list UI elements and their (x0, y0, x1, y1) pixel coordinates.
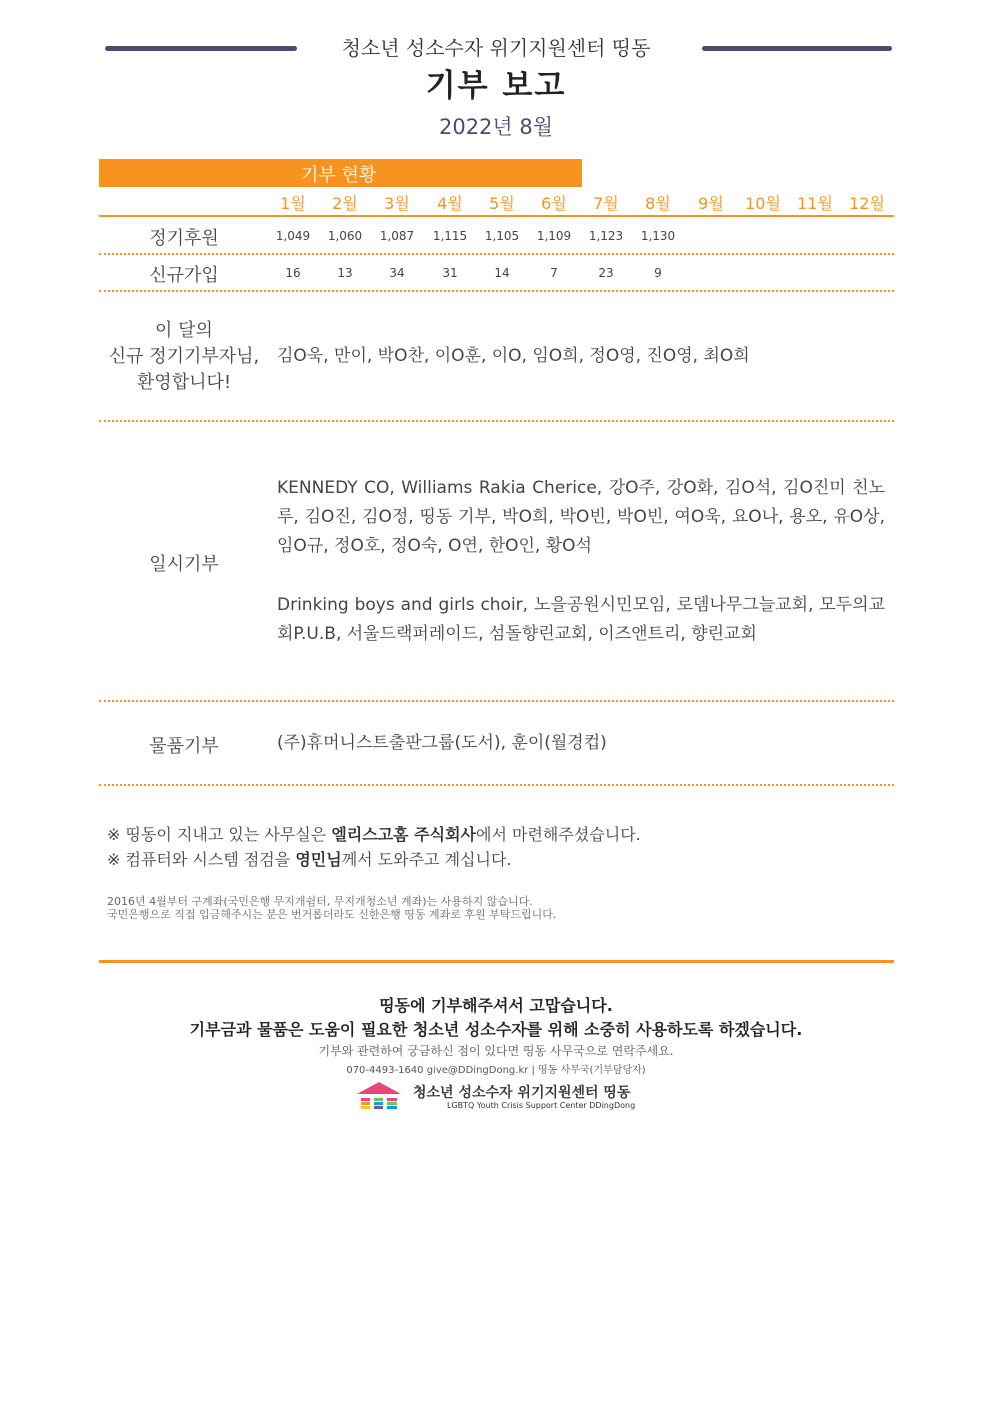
month-label: 9월 (698, 194, 724, 213)
regular-value: 1,087 (379, 229, 415, 243)
new-value: 13 (337, 266, 353, 280)
new-donor-names: 김O욱, 만이, 박O찬, 이O훈, 이O, 임O희, 정O영, 진O영, 최O희 (277, 346, 750, 366)
system-helper: 영민님 (295, 850, 342, 869)
regular-label: 정기후원 (149, 228, 219, 249)
month-underline (99, 215, 894, 217)
month-label: 6월 (541, 194, 567, 213)
thanks-pledge: 기부금과 물품은 도움이 필요한 청소년 성소수자를 위해 소중히 사용하도록 하겠습니다. (189, 1020, 803, 1039)
divider (99, 290, 894, 292)
goods-value: (주)휴머니스트출판그룹(도서), 훈이(월경컵) (277, 733, 607, 753)
month-label: 4월 (437, 194, 463, 213)
month-label: 12월 (849, 194, 885, 213)
logo-subtitle: LGBTQ Youth Crisis Support Center DDingDong (447, 1101, 636, 1110)
regular-value: 1,049 (275, 229, 311, 243)
new-value: 14 (494, 266, 510, 280)
account-notice-line: 국민은행으로 직접 입금해주시는 분은 번거롭더라도 신한은행 띵동 계좌로 후원 부탁드립니다. (107, 908, 557, 921)
welcome-label-line: 신규 정기기부자님, (108, 346, 260, 367)
report-date: 2022년 8월 (438, 115, 554, 139)
new-value: 9 (654, 266, 662, 280)
month-label: 11월 (797, 194, 833, 213)
onetime-individuals: KENNEDY CO, Williams Rakia Cherice, 강O주, 강O화, 김O석, 김O진미 친노루, 김O진, 김O정, 띵동 기부, 박O희, 박O빈, 박O빈, 여O욱, 요O나, 용오, 유O상, 임O규, 정O호, 정O숙, O연, 한O인, 황O석 (277, 478, 885, 556)
new-value: 7 (550, 266, 558, 280)
welcome-label (99, 318, 269, 396)
regular-value: 1,115 (432, 229, 468, 243)
divider (99, 700, 894, 702)
new-value: 34 (389, 266, 405, 280)
month-label: 5월 (489, 194, 515, 213)
contact-line: 기부와 관련하여 궁금하신 점이 있다면 띵동 사무국으로 연락주세요. (318, 1044, 674, 1058)
new-value: 31 (442, 266, 458, 280)
page-title: 기부 보고 (425, 68, 567, 104)
goods-label: 물품기부 (149, 736, 219, 757)
new-value: 23 (598, 266, 614, 280)
divider (99, 253, 894, 255)
onetime-label: 일시기부 (149, 554, 219, 575)
phone-email-line: 070-4493-1640 give@DDingDong.kr | 띵동 사무국(기부담당자) (346, 1065, 646, 1076)
month-label: 3월 (384, 194, 410, 213)
month-label: 2월 (332, 194, 358, 213)
regular-value: 1,105 (484, 229, 520, 243)
status-label: 기부 현황 (301, 165, 377, 186)
house-icon (355, 1080, 403, 1112)
regular-value: 1,109 (536, 229, 572, 243)
logo-name: 청소년 성소수자 위기지원센터 띵동 (413, 1085, 631, 1101)
onetime-organizations: Drinking boys and girls choir, 노을공원시민모임, 로뎀나무그늘교회, 모두의교회P.U.B, 서울드랙퍼레이드, 섬돌향린교회, 이즈앤트리, 향린교회 (277, 595, 885, 644)
welcome-label-line: 이 달의 (155, 320, 213, 341)
regular-value: 1,060 (327, 229, 363, 243)
month-label: 7월 (593, 194, 619, 213)
account-notice-line: 2016년 4월부터 구계좌(국민은행 무지개쉼터, 무지개청소년 계좌)는 사용하지 않습니다. (107, 895, 533, 908)
office-note: ※ 띵동이 지내고 있는 사무실은 엘리스고홈 주식회사에서 마련해주셨습니다. (107, 825, 641, 844)
org-name: 청소년 성소수자 위기지원센터 띵동 (341, 36, 651, 60)
office-sponsor: 엘리스고홈 주식회사 (331, 825, 476, 844)
account-notice (107, 895, 556, 921)
status-header-bar (99, 159, 582, 187)
footer-rule (99, 960, 894, 963)
divider (99, 784, 894, 786)
welcome-label-line: 환영합니다! (136, 372, 232, 393)
divider (99, 420, 894, 422)
month-label: 1월 (280, 194, 306, 213)
thanks-line: 띵동에 기부해주셔서 고맙습니다. (379, 996, 613, 1015)
regular-value: 1,123 (588, 229, 624, 243)
month-label: 10월 (745, 194, 781, 213)
new-label: 신규가입 (149, 265, 219, 286)
system-note: ※ 컴퓨터와 시스템 점검을 영민님께서 도와주고 계십니다. (107, 850, 512, 869)
new-value: 16 (285, 266, 301, 280)
ddingdong-logo (355, 1080, 655, 1114)
month-label: 8월 (645, 194, 671, 213)
regular-value: 1,130 (640, 229, 676, 243)
